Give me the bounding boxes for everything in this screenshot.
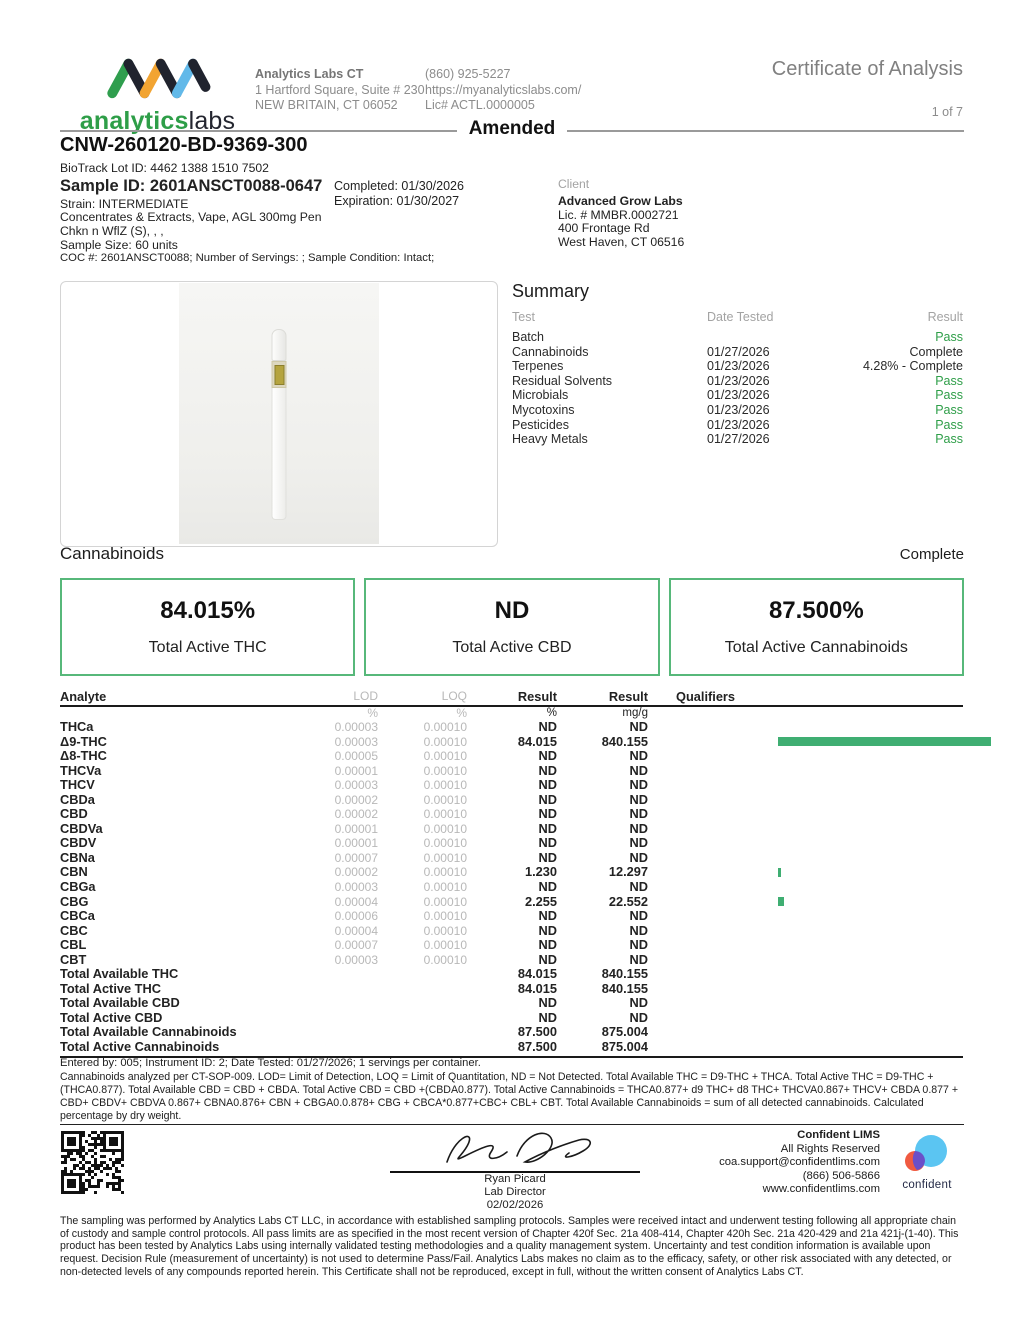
- total-row: Total Available THC 84.015 840.155: [60, 966, 648, 982]
- analyte-row: CBG 0.00004 0.00010 2.255 22.552: [60, 895, 963, 910]
- page-indicator: 1 of 7: [931, 105, 963, 119]
- client-name: Advanced Grow Labs: [558, 193, 683, 208]
- completed-date: Completed: 01/30/2026: [334, 179, 464, 193]
- logo-word-labs: labs: [188, 107, 236, 135]
- pen-mouthpiece: [272, 329, 287, 361]
- col-analyte: Analyte: [60, 689, 107, 704]
- summary-row: Mycotoxins 01/23/2026 Pass: [512, 402, 963, 417]
- lab-address-line1: 1 Hartford Square, Suite # 230: [255, 82, 425, 97]
- cannabinoids-title: Cannabinoids: [60, 544, 164, 563]
- signer-title: Lab Director: [484, 1185, 546, 1198]
- legal-disclaimer: The sampling was performed by Analytics Labs CT LLC, in accordance with established sampling protocols. Samples were received intact and underwent testing following all appropriate chain of custody and sample control protocols. All pass limits are as specified in the most recent version of Chapter 420f Sec. 21a 408-414, Chapter 420h Sec. 21a 420-429 and 21a 421j-(1-40). This product has been tested by Analytics Labs using internally validated testing methodologies and a quality management system. Uncertainty and test condition information is available upon request. Decision Rule (measurement of uncertainty) is not used to determine Pass/Fail. Analytics Labs makes no claim as to the efficacy, safety, or other risk associated with any detected, or non-detected levels of any compounds reported herein. This Certificate shall not be reproduced, except in full, without the written consent of Analytics Labs CT.: [60, 1215, 959, 1278]
- pen-oil-window: [272, 361, 287, 388]
- summary-col-test: Test: [512, 310, 535, 324]
- lab-license: Lic# ACTL.0000005: [425, 98, 535, 112]
- summary-col-date: Date Tested: [707, 310, 774, 324]
- analyte-rows: [60, 720, 963, 967]
- lab-address-line2: NEW BRITAIN, CT 06052: [255, 98, 398, 112]
- analyte-row: THCa 0.00003 0.00010 ND ND: [60, 719, 648, 734]
- col-qualifiers: Qualifiers: [676, 689, 736, 704]
- confident-lims-block: [600, 1129, 880, 1197]
- strain: Strain: INTERMEDIATE: [60, 196, 189, 211]
- confident-url[interactable]: www.confidentlims.com: [762, 1183, 880, 1196]
- confident-rights: All Rights Reserved: [780, 1142, 880, 1155]
- col-result-mgg: Result: [608, 689, 648, 704]
- summary-title: Summary: [512, 281, 590, 301]
- lab-url[interactable]: https://myanalyticslabs.com/: [425, 82, 582, 97]
- confident-logo-icon: [901, 1134, 953, 1174]
- client-address2: West Haven, CT 06516: [558, 235, 685, 250]
- qualifier-bar: [778, 737, 991, 746]
- entered-by-line: Entered by: 005; Instrument ID: 2; Date Tested: 01/27/2026; 1 servings per container.: [60, 1057, 481, 1069]
- biotrack-lot-id: BioTrack Lot ID: 4462 1388 1510 7502: [60, 161, 269, 175]
- summary-table-body: [512, 330, 963, 447]
- sample-title: CNW-260120-BD-9369-300: [60, 134, 308, 156]
- coc-line: COC #: 2601ANSCT0088; Number of Servings: ; Sample Condition: Intact;: [60, 252, 435, 264]
- signature-date: 02/02/2026: [486, 1198, 544, 1211]
- summary-row: Microbials 01/23/2026 Pass: [512, 388, 963, 403]
- client-label: Client: [558, 177, 590, 191]
- analyte-row: CBNa 0.00007 0.00010 ND ND: [60, 849, 648, 865]
- analyte-row: Δ8-THC 0.00005 0.00010 ND ND: [60, 748, 648, 764]
- confident-logo: [897, 1134, 957, 1191]
- analyte-row: CBGa 0.00003 0.00010 ND ND: [60, 879, 648, 895]
- analyte-row: Δ9-THC 0.00003 0.00010 84.015 840.155: [60, 735, 963, 750]
- analyte-total-rows: [60, 967, 963, 1054]
- lab-phone: (860) 925-5227: [425, 67, 511, 81]
- col-loq: LOQ: [441, 689, 467, 703]
- product-type: Concentrates & Extracts, Vape, AGL 300mg Pen: [60, 210, 322, 224]
- sample-size: Sample Size: 60 units: [60, 238, 178, 252]
- col-lod: LOD: [353, 689, 378, 703]
- cannabinoids-status: Complete: [899, 546, 964, 563]
- analyte-row: CBDV 0.00001 0.00010 ND ND: [60, 835, 648, 851]
- summary-row: Heavy Metals 01/27/2026 Pass: [512, 432, 963, 447]
- qualifier-bar: [778, 897, 784, 906]
- client-license: Lic. # MMBR.0002721: [558, 207, 679, 222]
- client-block: [558, 178, 684, 250]
- analyte-table-header: [60, 688, 963, 707]
- confident-logo-word: confident: [902, 1179, 952, 1191]
- confident-email[interactable]: coa.support@confidentlims.com: [719, 1156, 880, 1169]
- analyte-table: [60, 688, 963, 1058]
- highlight-box: 87.500% Total Active Cannabinoids: [669, 578, 964, 676]
- analyte-units-row: % % % mg/g: [367, 706, 648, 720]
- qualifier-bar: [778, 868, 781, 877]
- sample-id: Sample ID: 2601ANSCT0088-0647: [60, 176, 323, 195]
- analyte-row: CBC 0.00004 0.00010 ND ND: [60, 922, 648, 938]
- vape-pen-image: [272, 329, 287, 520]
- summary-row: Pesticides 01/23/2026 Pass: [512, 417, 963, 432]
- analyte-row: CBT 0.00003 0.00010 ND ND: [60, 951, 648, 967]
- amended-stamp: Amended: [0, 118, 1024, 140]
- total-row: Total Available Cannabinoids 87.500 875.004: [60, 1024, 648, 1040]
- client-address1: 400 Frontage Rd: [558, 221, 650, 236]
- confident-phone: (866) 506-5866: [802, 1169, 880, 1182]
- total-row: Total Active THC 84.015 840.155: [60, 980, 648, 996]
- total-row: Total Available CBD ND ND: [60, 995, 648, 1011]
- methodology-note: Cannabinoids analyzed per CT-SOP-009. LOD= Limit of Detection, LOQ = Limit of Quantitation, ND = Not Detected. Total Available THC = D9-THC + THCA. Total Active THC = D9-THC + (THCA0.877). Total Available CBD = CBD + CBDA. Total Active CBD = CBD +(CBDA0.877). Total Active Cannabinoids = THCA0.877+ d9 THC+ d8 THC+ THCVA0.867+ THCV+ CBDA 0.877 + CBD+ CBDV+ CBDVA 0.867+ CBNA0.876+ CBN + CBGA0.0.878+ CBG + CBCA*0.877+CBC+ CBL+ CBT. Total Available Cannabinoids = sum of all detected cannabinoids. Calculated percentage by dry weight.: [60, 1071, 959, 1122]
- highlight-box: 84.015% Total Active THC: [60, 578, 355, 676]
- analyte-row: CBD 0.00002 0.00010 ND ND: [60, 806, 648, 822]
- cannabinoids-header: [60, 544, 964, 564]
- qr-code: [61, 1131, 124, 1199]
- lab-name: Analytics Labs CT: [255, 67, 364, 81]
- footnote-divider: [60, 1124, 964, 1125]
- summary-section: [512, 281, 963, 447]
- doc-title: Certificate of Analysis: [771, 58, 963, 80]
- dates-block: [334, 179, 464, 208]
- logo-word-analytics: analytics: [79, 107, 189, 135]
- summary-row: Residual Solvents 01/23/2026 Pass: [512, 373, 963, 388]
- summary-header: [512, 310, 963, 324]
- analyte-row: CBL 0.00007 0.00010 ND ND: [60, 937, 648, 953]
- summary-row: Terpenes 01/23/2026 4.28% - Complete: [512, 359, 963, 374]
- highlight-boxes: [60, 578, 964, 676]
- analyte-row: CBN 0.00002 0.00010 1.230 12.297: [60, 865, 963, 880]
- sample-info-block: [60, 162, 322, 238]
- total-row: Total Active Cannabinoids 87.500 875.004: [60, 1039, 648, 1055]
- pen-body: [272, 388, 287, 520]
- summary-row: Cannabinoids 01/27/2026 Complete: [512, 344, 963, 359]
- highlight-box: ND Total Active CBD: [364, 578, 659, 676]
- summary-row: Batch Pass: [512, 330, 963, 344]
- logo-zigzag-icon: [98, 52, 218, 104]
- confident-lims-name: Confident LIMS: [797, 1129, 880, 1141]
- signer-name: Ryan Picard: [484, 1173, 546, 1185]
- product-name: Chkn n WflZ (S), , ,: [60, 223, 164, 238]
- product-photo-background: [179, 283, 379, 544]
- signature-icon: [425, 1126, 605, 1172]
- analyte-row: THCVa 0.00001 0.00010 ND ND: [60, 762, 648, 778]
- lab-contact-block: [425, 67, 581, 114]
- analyte-row: CBDa 0.00002 0.00010 ND ND: [60, 791, 648, 807]
- analyte-row: CBDVa 0.00001 0.00010 ND ND: [60, 820, 648, 836]
- col-result-pct: Result: [517, 689, 557, 704]
- analyte-row: THCV 0.00003 0.00010 ND ND: [60, 777, 648, 793]
- total-row: Total Active CBD ND ND: [60, 1009, 648, 1025]
- lab-address-block: [255, 67, 425, 114]
- analyte-row: CBCa 0.00006 0.00010 ND ND: [60, 908, 648, 924]
- expiration-date: Expiration: 01/30/2027: [334, 193, 460, 208]
- product-photo: [60, 281, 498, 547]
- summary-col-result: Result: [927, 310, 963, 324]
